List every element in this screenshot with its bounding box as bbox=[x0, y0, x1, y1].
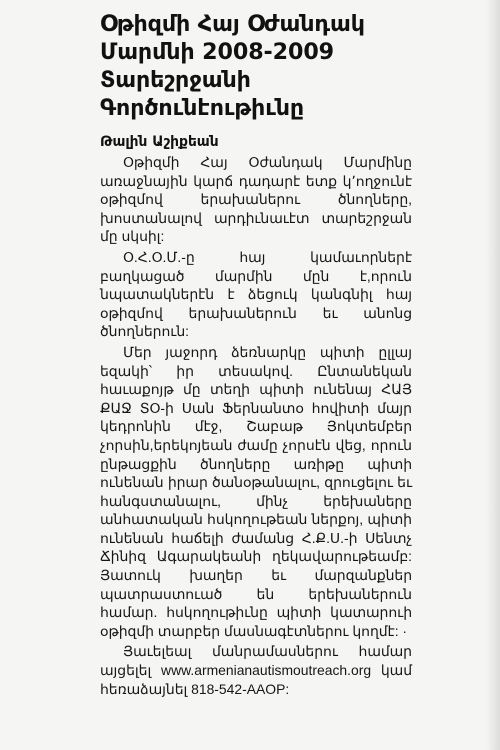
article-byline: Թալին Աշիքեան bbox=[100, 134, 219, 150]
article-paragraph-intro: Օթիզմի Հայ Օժանդակ Մարմինը առաջնային կարճ դադարէ ետք կ՚ողջունէ օթիզմով երախաներու ծնողները, խոստանալով արդիւնաւէտ տարեշրջան մը սկսիլ: bbox=[100, 154, 412, 245]
article-paragraph-contact: Յաւելեալ մանրամասներու համար այցելել www.armenianautismoutreach.org կամ հեռաձայնել 818-542-AAOP: bbox=[100, 643, 412, 697]
article-paragraph-organization: Օ.Հ.Օ.Մ.-ը հայ կամաւորներէ բաղկացած մարմին մըն է,որուն նպատակներէն է ձեցուկ կանգնիլ հայ օթիզմով երախաներուն եւ անոնց ծնողներուն: bbox=[100, 248, 412, 340]
article-paragraph-event: Մեր յաջորդ ձեռնարկը պիտի ըլլայ եզակի՝ իր տեսակով. Ընտանեկան հաւաքոյթ մը տեղի պիտի ունենայ ՀԱՅ ՔԱՋ ՏՕ-ի Սան Ֆերնանտօ հովիտի մայր կեդրոնին մէջ, Շաբաթ Յոկտեմբեր չորսին,երեկոյեան ժամը չորսէն վեց, որուն ընթացքին ծնողները առիթը պիտի ունենան իրար ծանօթանալու, զրուցելու եւ հանգստանալու, մինչ երեխաները անհատական հսկողութեան ներքոյ, պիտի ունենան հաճելի ժամանց Հ.Ք.Ս.-ի Սենտչ Ճինիզ Ագարակեանի ղեկավարութեամբ: Յատուկ խաղեր եւ մարզանքներ պատրաստուած են երեխաներուն համար. հսկողութիւնը պիտի կատարուի օթիզմի տարբեր մասնագէտներու կողմէ: · bbox=[100, 343, 412, 639]
article-clipping bbox=[100, 10, 412, 740]
page-edge-shadow bbox=[486, 0, 500, 750]
article-headline: Օթիզմի Հայ Օժանդակ Մարմնի 2008-2009 Տարեշրջանի Գործունէութիւնը bbox=[100, 11, 365, 121]
